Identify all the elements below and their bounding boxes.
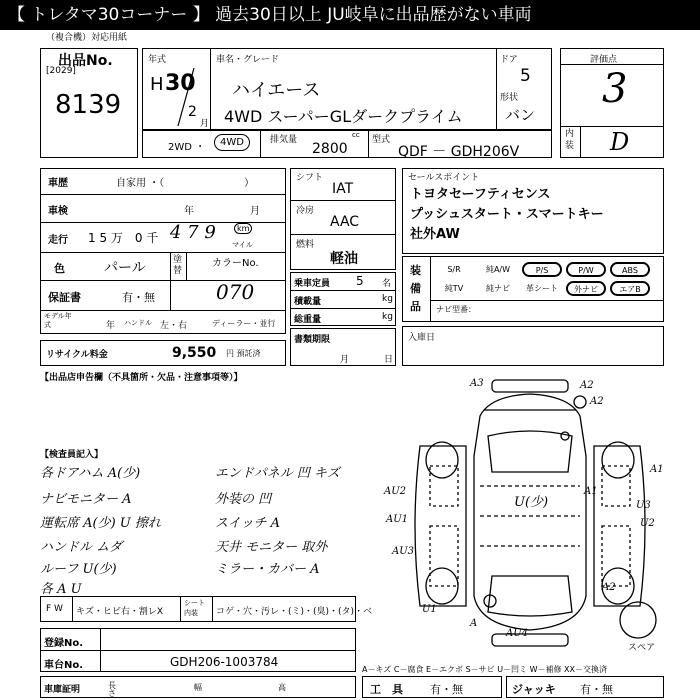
mileage-written: 4 7 9 [170,222,216,243]
fuel-value: 軽油 [330,251,358,267]
ac-value: AAC [330,214,360,230]
shift-value: IAT [332,181,354,197]
equipment-item: エアB [610,281,650,296]
handle-label: ハンドル [124,319,152,327]
garage-item-2: さ [108,689,116,698]
diagram-mark-au3: AU3 [392,546,415,557]
spare-label: スペア [628,643,656,653]
ac-label: 冷房 [296,206,315,216]
sales-line-1: トヨタセーフティセンス [410,187,551,202]
type-label: 型式 [372,135,391,145]
load-unit: kg [382,294,393,304]
equipment-item: S/R [447,265,461,274]
color-value: パール [104,260,146,276]
diagram-mark-a2: A2 [590,396,604,407]
paint-label: 塗替 [173,255,183,276]
score-value: 3 [602,66,628,112]
mileage-km: km [234,223,252,234]
diagram-mark-au2: AU2 [384,486,407,497]
year-era: H [150,74,164,95]
diagram-mark-a1: A1 [584,486,598,497]
displacement-unit: cc [352,131,360,139]
displacement-label: 排気量 [270,135,298,145]
year-label: 年式 [148,55,167,65]
door-label: ドア [500,55,518,65]
handle-value: 左・右 [160,321,188,331]
inspection-month: 月 [250,206,260,217]
equipment-item: 外ナビ [566,281,606,296]
interior-label: 内装 [565,129,575,151]
inspector-note-9: スイッチ A [215,516,281,531]
diagram-mark-au4: AU4 [506,628,529,639]
seat-items: コゲ・穴・汚レ・(ミ)・(臭)・(タ)・ベ [216,607,373,617]
inspector-note-8: 外装の 凹 [215,492,272,507]
body-label: 形状 [500,93,519,103]
inspector-label: 【検査員記入】 [40,450,104,460]
equipment-item: 純ナビ [486,284,510,293]
legend: A－キズ C－腐食 E－エクボ S－サビ U－凹ミ W－補修 XX－交換済 [362,665,608,674]
warranty-label: 保証書 [48,291,81,304]
load-label: 積載量 [294,297,322,307]
mileage-printed: 1 5 万 0 千 [88,231,159,245]
inspector-note-6: 各 A U [40,582,82,597]
diagram-mark-au1: AU1 [386,514,409,525]
equipment-item: 革シート [526,284,558,293]
diagram-mark-a3: A3 [470,378,484,389]
diagram-mark-a2b: A2 [580,380,594,391]
recycle-label: リサイクル料金 [46,350,108,360]
equipment-label: 装備品 [410,264,421,313]
arrival-label: 入庫日 [408,333,436,343]
jack-value: 有・無 [580,683,613,696]
model-name: ハイエース [232,80,321,101]
garage-item-1: 長 [108,681,116,690]
subtitle: （複合機）対応用紙 [46,33,128,43]
diagram-mark-a: A [470,618,478,629]
equipment-item: 純A/W [485,265,511,274]
shift-label: シフト [296,173,324,183]
year-month-unit: 月 [200,119,210,129]
color-no: 070 [216,280,255,304]
diagram-mark-u: U(少) [514,495,549,510]
chassis-label: 車台No. [44,660,84,671]
garage-item-4: 高 [278,683,286,692]
recycle-unit: 円 預託済 [226,349,261,358]
reg-label: 登録No. [44,638,84,649]
diagram-mark-u2: U2 [640,518,655,529]
mileage-mile: マイル [232,241,253,249]
garage-label: 車庫証明 [44,685,81,695]
model-year-year: 年 [106,321,116,331]
body-value: バン [505,106,536,124]
inspection-year: 年 [184,206,194,217]
regperiod-day: 日 [384,355,394,365]
fw-items: キズ・ヒビ右・割レX [76,607,163,617]
regperiod-label: 書類期限 [294,335,331,345]
equipment-item: P/S [522,262,562,277]
regperiod-month: 月 [340,355,350,365]
diagram-mark-u3: U3 [636,500,651,511]
capacity-label: 乗車定員 [294,279,331,289]
seat-label: シート内装 [184,599,205,617]
inspector-note-11: ミラー・カバー A [215,562,320,577]
arrival-box [402,326,664,366]
model-label: 車名・グレード [216,55,280,65]
garage-item-3: 幅 [194,683,202,692]
sales-line-3: 社外AW [410,227,460,242]
inspector-note-5: ルーフ U(少) [40,562,117,577]
model-grade: 4WD スーパーGLダークプライム [224,107,463,126]
diagram-mark-u1: U1 [422,604,437,615]
diagram-mark-a2c: A2 [602,582,616,593]
tools-value: 有・無 [430,683,463,696]
inspector-note-4: ハンドル ムダ [40,540,123,555]
navi-label: ナビ型番： [436,305,476,314]
color-label: 色 [54,262,65,275]
door-value: 5 [520,66,531,86]
inspection-label: 車検 [48,206,68,217]
defects-label: 【出品店申告欄（不具箇所・欠品・注意事項等）】 [40,373,243,383]
year-value: 30 [165,71,196,96]
score-label: 評価点 [590,55,618,65]
mileage-label: 走行 [48,235,68,246]
lot-label: 出品No. [58,53,113,69]
jack-label: ジャッキ [512,683,556,696]
gross-label: 総重量 [294,315,322,325]
diagram-mark-a1b: A1 [650,464,664,475]
inspector-note-1: 各ドアハム A(少) [40,466,141,481]
inspector-note-10: 天井 モニター 取外 [215,540,328,555]
type-value: QDF － GDH206V [398,144,520,160]
fuel-label: 燃料 [296,240,315,250]
history-value: 自家用 ・（ ） [116,178,255,189]
fw-label: F W [46,604,63,614]
inspector-note-7: エンドパネル 凹 キズ [215,466,340,481]
color-no-label: カラーNo. [212,258,259,269]
interior-value: D [610,128,630,156]
lot-code: [2029] [46,66,76,76]
car-damage-diagram [380,376,680,656]
chassis-value: GDH206-1003784 [170,655,279,669]
model-year-label: モデル年式 [44,312,72,329]
recycle-value: 9,550 [172,345,217,361]
banner: 【 トレタマ30コーナー 】 過去30日以上 JU岐阜に出品歴がない車両 [0,0,700,30]
equipment-item: ABS [610,262,650,277]
displacement-value: 2800 [312,141,348,157]
capacity-unit: 名 [382,279,392,289]
year-month: 2 [188,104,197,120]
equipment-item: P/W [566,262,606,277]
drive-2wd: 2WD ・ [168,142,206,153]
history-label: 車歴 [48,178,68,189]
warranty-value: 有・無 [122,291,155,304]
equipment-item: 純TV [444,284,464,293]
sales-line-2: プッシュスタート・スマートキー [410,207,604,222]
dealer-label: ディーラー・並行 [212,319,276,328]
capacity-value: 5 [356,274,364,288]
inspector-note-2: ナビモニター A [40,492,132,507]
sales-label: セールスポイント [408,173,480,183]
inspector-note-3: 運転席 A(少) U 擦れ [40,516,161,531]
drive-4wd: 4WD [214,134,250,151]
tools-label: 工 具 [370,683,403,696]
lot-number: 8139 [55,90,122,120]
gross-unit: kg [382,312,393,322]
